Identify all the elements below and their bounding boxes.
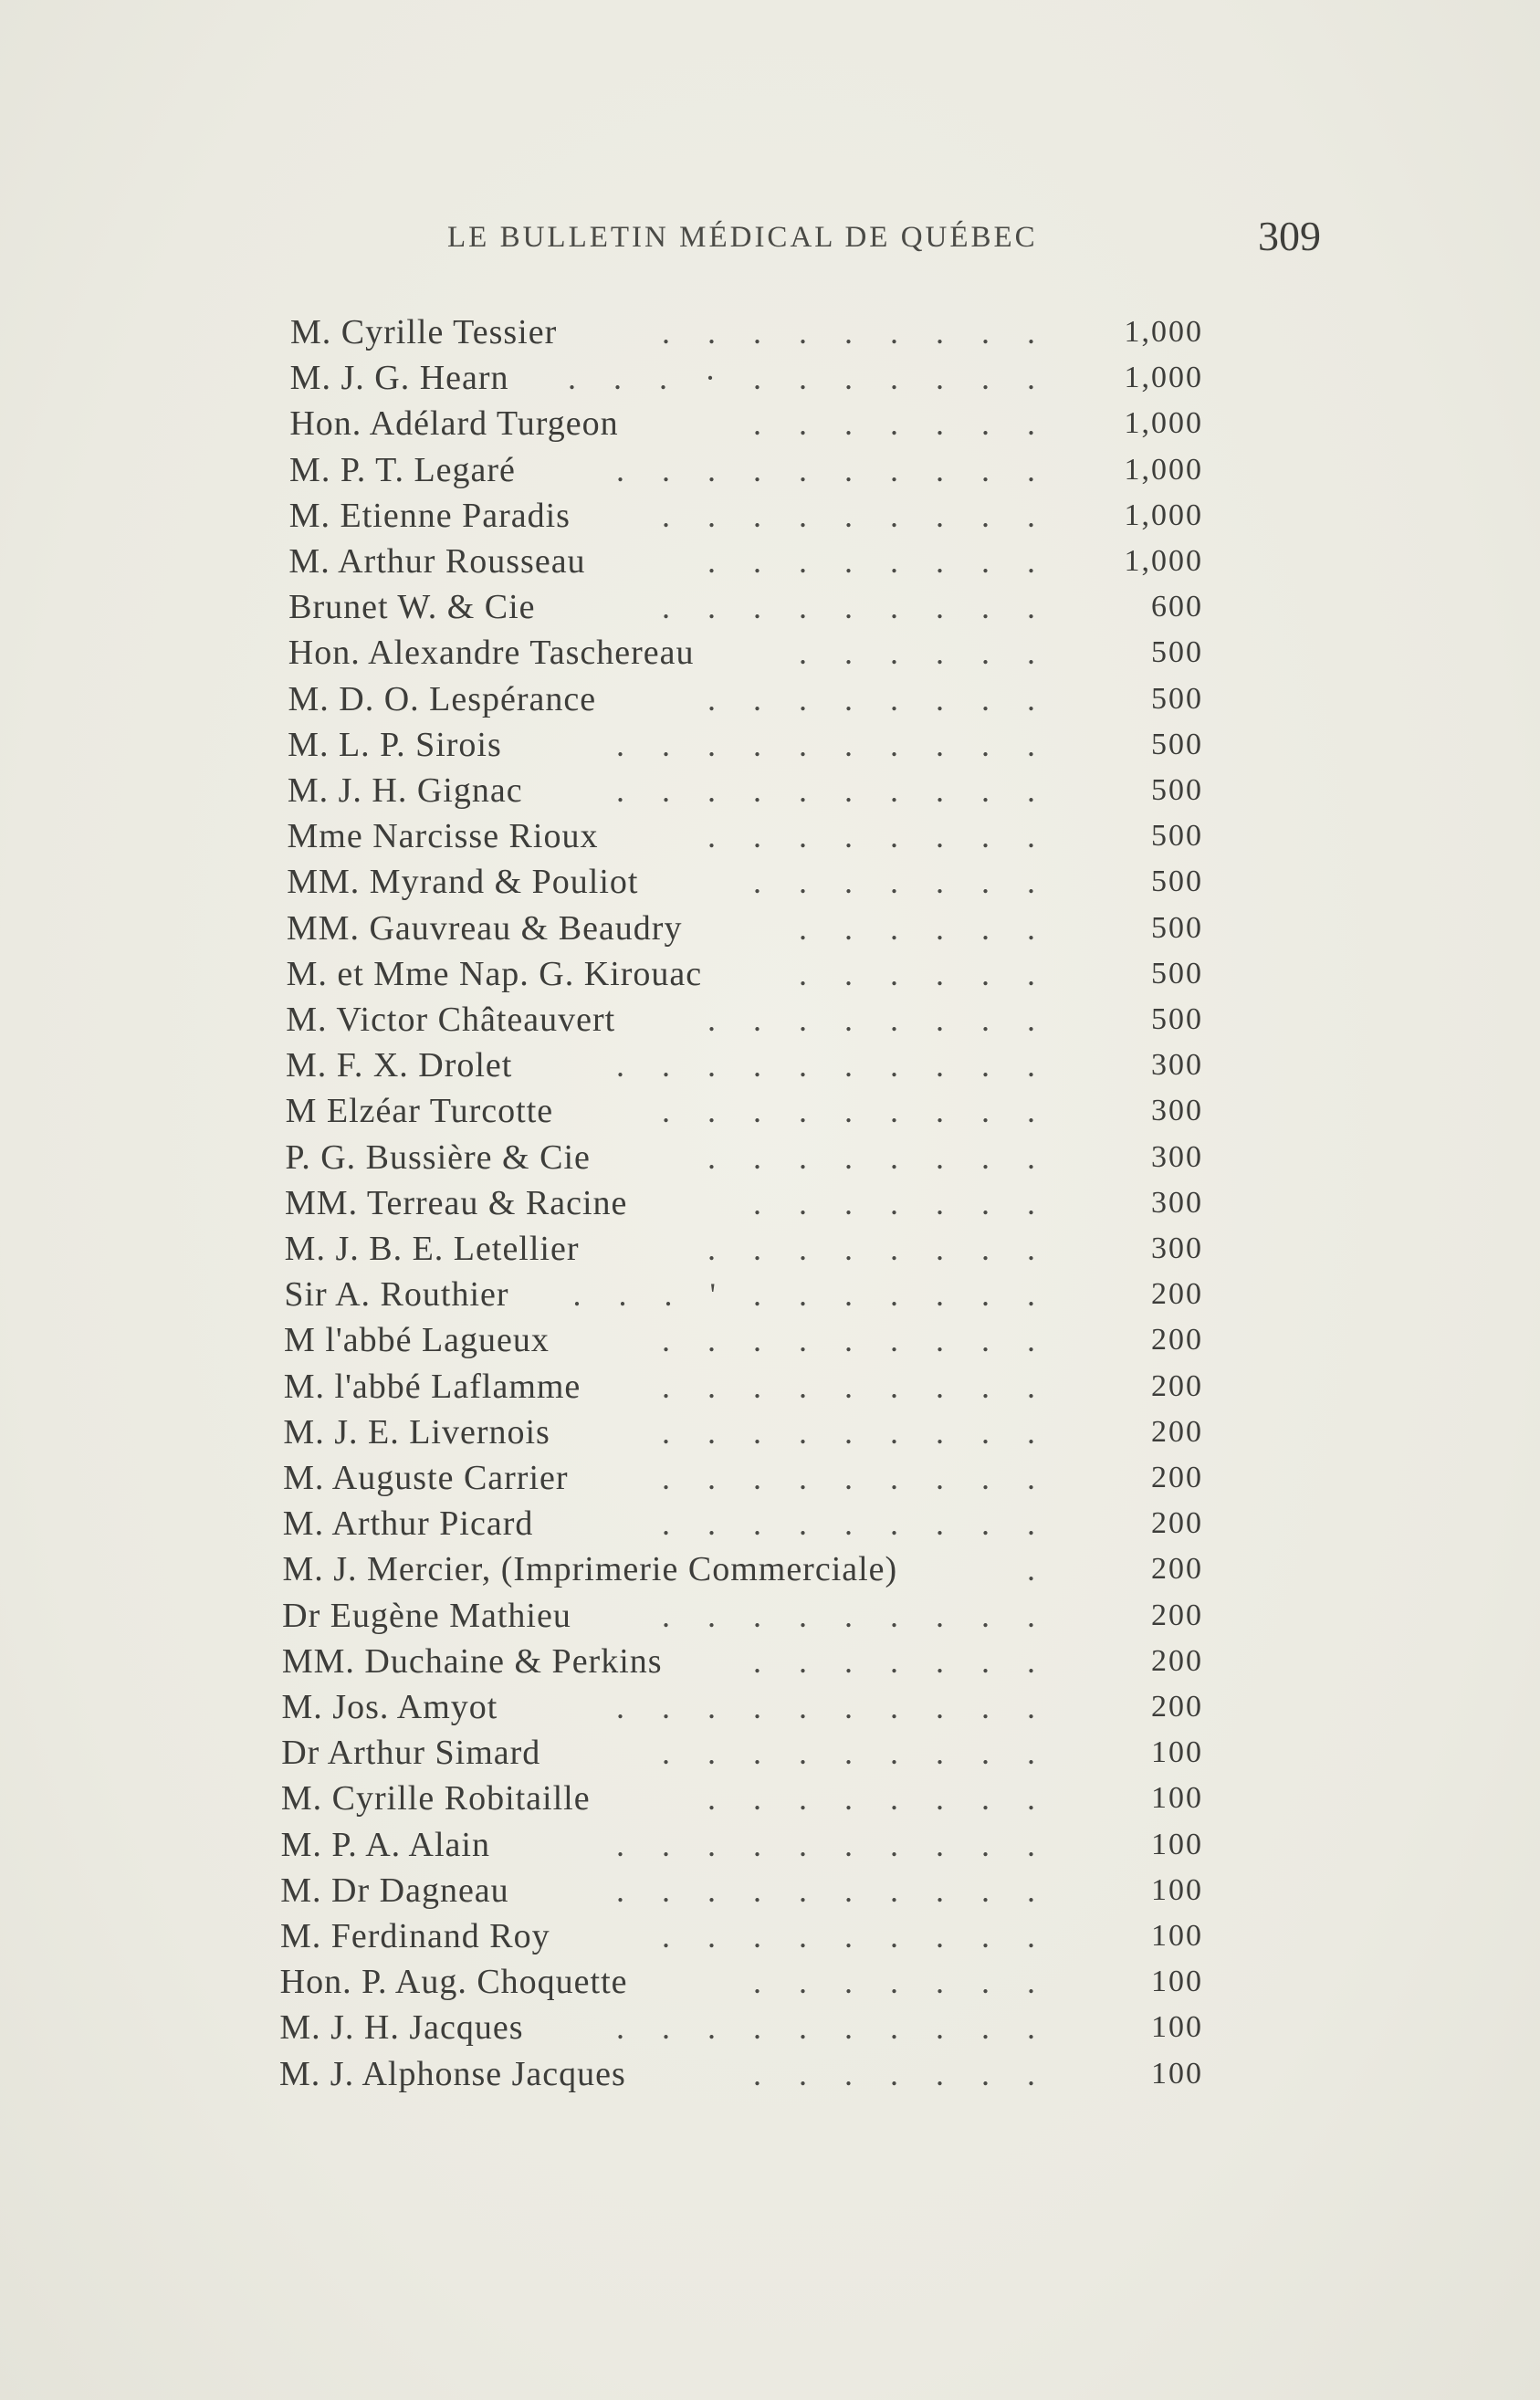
subscription-amount: 100 [1151,1735,1203,1770]
list-item [0,951,1540,997]
dot-leader: . . . . . . . . . [662,314,1050,351]
running-title: LE BULLETIN MÉDICAL DE QUÉBEC [447,221,1038,254]
subscriber-name: M. l'abbé Laflamme [283,1367,581,1406]
subscription-amount: 200 [1151,1368,1203,1403]
dot-leader: . . . . . . . . . [662,1597,1050,1634]
subscriber-name: M Elzéar Turcotte [285,1092,554,1131]
subscriber-name: Dr Arthur Simard [281,1734,541,1773]
subscription-amount: 100 [1151,1781,1203,1816]
list-item [0,1410,1540,1455]
dot-leader: . . . . . . . . . [662,1460,1050,1496]
list-item [0,1088,1540,1134]
list-item [0,630,1540,676]
subscription-amount: 300 [1151,1139,1203,1174]
subscriber-name: M. Victor Châteauvert [286,1001,616,1039]
subscription-amount: 300 [1151,1231,1203,1265]
subscription-amount: 300 [1151,1094,1203,1128]
list-item [0,401,1540,446]
dot-leader: . . . . . . . . . [662,1093,1050,1130]
dot-leader: . . . . . . . . . [662,589,1050,626]
list-item [0,1043,1540,1088]
dot-leader: . . . . . . . . . [662,1734,1050,1772]
list-item [0,813,1540,859]
list-item [0,1272,1540,1317]
subscription-amount: 500 [1151,635,1203,670]
dot-leader: . . . . . . . . . . [616,451,1050,488]
list-item [0,1684,1540,1730]
subscriber-name: Brunet W. & Cie [288,588,536,627]
dot-leader: . . . . . . . [753,405,1050,443]
dot-leader: . . . . . . . [753,864,1050,901]
subscription-amount: 1,000 [1124,361,1203,395]
subscriber-name: M. Dr Dagneau [280,1871,509,1910]
list-item [0,1959,1540,2005]
list-item [0,447,1540,493]
subscriber-name: M. D. O. Lespérance [288,679,597,718]
dot-leader: . . . . . . [799,634,1050,672]
dot-leader: . . . . . . . . . . [616,1047,1050,1085]
subscription-amount: 600 [1151,590,1203,624]
list-item [0,355,1540,401]
dot-leader: . . . . . . . . [707,818,1050,855]
dot-leader: . . . . . . . [753,1964,1050,2001]
dot-leader: . . . . . . . . [707,1138,1050,1176]
subscription-amount: 200 [1151,1598,1203,1632]
subscriber-name: Mme Narcisse Rioux [287,817,599,856]
subscription-amount: 500 [1151,956,1203,990]
dot-leader: . . . . . . . . . [662,1322,1050,1359]
dot-leader: . [1027,1551,1050,1588]
page-number: 309 [1258,213,1321,259]
list-item [0,2005,1540,2050]
subscription-amount: 200 [1151,1461,1203,1494]
list-item [0,1180,1540,1226]
page-header [0,212,1540,267]
subscriber-name: P. G. Bussière & Cie [285,1137,591,1177]
list-item [0,676,1540,722]
subscriber-name: M. Etienne Paradis [288,496,571,535]
subscriber-name: M. J. Mercier, (Imprimerie Commerciale) [282,1550,898,1589]
list-item [0,997,1540,1043]
list-item [0,906,1540,951]
dot-leader: . . . . . . [799,955,1050,992]
dot-leader: . . . . . . . . . . [616,2009,1050,2047]
dot-leader: . . . . . . . . . . [616,726,1050,763]
subscription-amount: 100 [1151,2010,1203,2045]
list-item [0,859,1540,905]
dot-leader: . . . . . . . . [707,543,1050,580]
subscription-amount: 100 [1151,1919,1203,1953]
subscription-amount: 300 [1151,1185,1203,1220]
subscription-amount: 1,000 [1124,406,1203,441]
subscriber-name: Hon. P. Aug. Choquette [279,1963,628,2002]
subscription-amount: 300 [1151,1048,1203,1083]
list-item [0,1822,1540,1868]
dot-leader: . . . . . . . . . . [616,1689,1050,1725]
dot-leader: . . . . . . . . . [662,1368,1050,1405]
subscriber-name: MM. Gauvreau & Beaudry [286,908,683,948]
subscription-amount: 500 [1151,681,1203,716]
subscriber-name: Hon. Adélard Turgeon [289,404,619,444]
list-item [0,1593,1540,1639]
subscription-amount: 100 [1151,1827,1203,1861]
subscriber-name: MM. Terreau & Racine [285,1183,628,1222]
subscriber-name: M l'abbé Lagueux [284,1321,550,1360]
list-item [0,1455,1540,1501]
list-item [0,1226,1540,1272]
subscription-amount: 1,000 [1124,452,1203,487]
subscription-amount: 200 [1151,1277,1203,1312]
subscriber-name: M. Ferdinand Roy [279,1917,550,1955]
subscriber-name: M. J. H. Gignac [287,771,523,810]
subscription-amount: 500 [1151,727,1203,761]
list-item [0,1776,1540,1821]
dot-leader: . . . . . . [799,909,1050,947]
subscription-amount: 200 [1151,1414,1203,1449]
subscriber-name: M. P. A. Alain [280,1825,490,1864]
list-item [0,1364,1540,1410]
dot-leader: . . . . . . . . . [662,1505,1050,1543]
subscriber-name: M. P. T. Legaré [289,450,516,489]
dot-leader: . . . . . . . [753,2055,1050,2092]
subscription-amount: 500 [1151,819,1203,854]
subscription-amount: 200 [1151,1323,1203,1357]
subscriber-name: MM. Duchaine & Perkins [281,1641,663,1681]
subscriber-name: M. Jos. Amyot [281,1688,498,1726]
dot-leader: . . . · . . . . . . . [568,360,1050,397]
list-item [0,722,1540,768]
list-item [0,584,1540,630]
subscription-amount: 500 [1151,865,1203,899]
dot-leader: . . . . . . . . [707,1001,1050,1038]
dot-leader: . . . . . . . . [707,1231,1050,1267]
subscription-amount: 100 [1151,1872,1203,1907]
subscriber-name: M. Cyrille Tessier [290,313,558,351]
subscriber-name: Hon. Alexandre Taschereau [288,634,695,673]
subscription-amount: 500 [1151,910,1203,945]
dot-leader: . . . . . . . . . [662,1413,1050,1451]
list-item [0,768,1540,813]
subscription-amount: 200 [1151,1643,1203,1678]
subscription-amount: 500 [1151,773,1203,807]
list-item [0,1317,1540,1363]
subscriber-name: M. et Mme Nap. G. Kirouac [286,954,703,993]
list-item [0,539,1540,584]
subscriber-name: M. Arthur Picard [282,1504,534,1544]
subscription-amount: 1,000 [1124,315,1203,349]
dot-leader: . . . . . . . . [707,680,1050,718]
list-item [0,1730,1540,1776]
subscriber-name: M. J. B. E. Letellier [284,1230,580,1268]
dot-leader: . . . . . . . . . . [616,772,1050,809]
subscriber-name: M. J. E. Livernois [283,1412,550,1452]
dot-leader: . . . . . . . . [707,1780,1050,1818]
dot-leader: . . . . . . . [753,1184,1050,1221]
list-item [0,493,1540,539]
subscriber-name: M. Auguste Carrier [283,1459,569,1497]
subscriber-name: M. J. H. Jacques [279,2008,524,2048]
dot-leader: . . . . . . . . . . [616,1826,1050,1863]
list-item [0,1501,1540,1546]
subscriber-name: Sir A. Routhier [284,1275,509,1315]
list-item [0,1913,1540,1959]
subscriber-name: M. L. P. Sirois [288,725,502,764]
list-item [0,1868,1540,1913]
dot-leader: . . . ' . . . . . . . [572,1276,1050,1314]
subscriber-name: M. F. X. Drolet [285,1046,513,1085]
dot-leader: . . . . . . . . . [662,1918,1050,1955]
subscriber-name: M. Arthur Rousseau [288,542,586,581]
subscription-amount: 100 [1151,2056,1203,2091]
list-item [0,1639,1540,1684]
subscription-amount: 100 [1151,1965,1203,1999]
subscriber-name: M. J. G. Hearn [289,359,509,398]
dot-leader: . . . . . . . . . . [616,1871,1050,1909]
dot-leader: . . . . . . . . . [662,497,1050,534]
list-item [0,1135,1540,1180]
list-item [0,2051,1540,2097]
subscriber-name: M. Cyrille Robitaille [280,1779,591,1818]
subscriber-name: M. J. Alphonse Jacques [279,2054,626,2093]
dot-leader: . . . . . . . [753,1642,1050,1680]
list-item [0,309,1540,355]
subscription-amount: 200 [1151,1506,1203,1541]
subscriber-name: Dr Eugène Mathieu [282,1596,571,1635]
list-item [0,1546,1540,1592]
subscription-amount: 200 [1151,1690,1203,1724]
subscription-amount: 200 [1151,1552,1203,1587]
subscription-amount: 500 [1151,1002,1203,1036]
subscriber-name: MM. Myrand & Pouliot [287,863,639,902]
subscription-amount: 1,000 [1124,498,1203,532]
subscription-amount: 1,000 [1124,544,1203,578]
